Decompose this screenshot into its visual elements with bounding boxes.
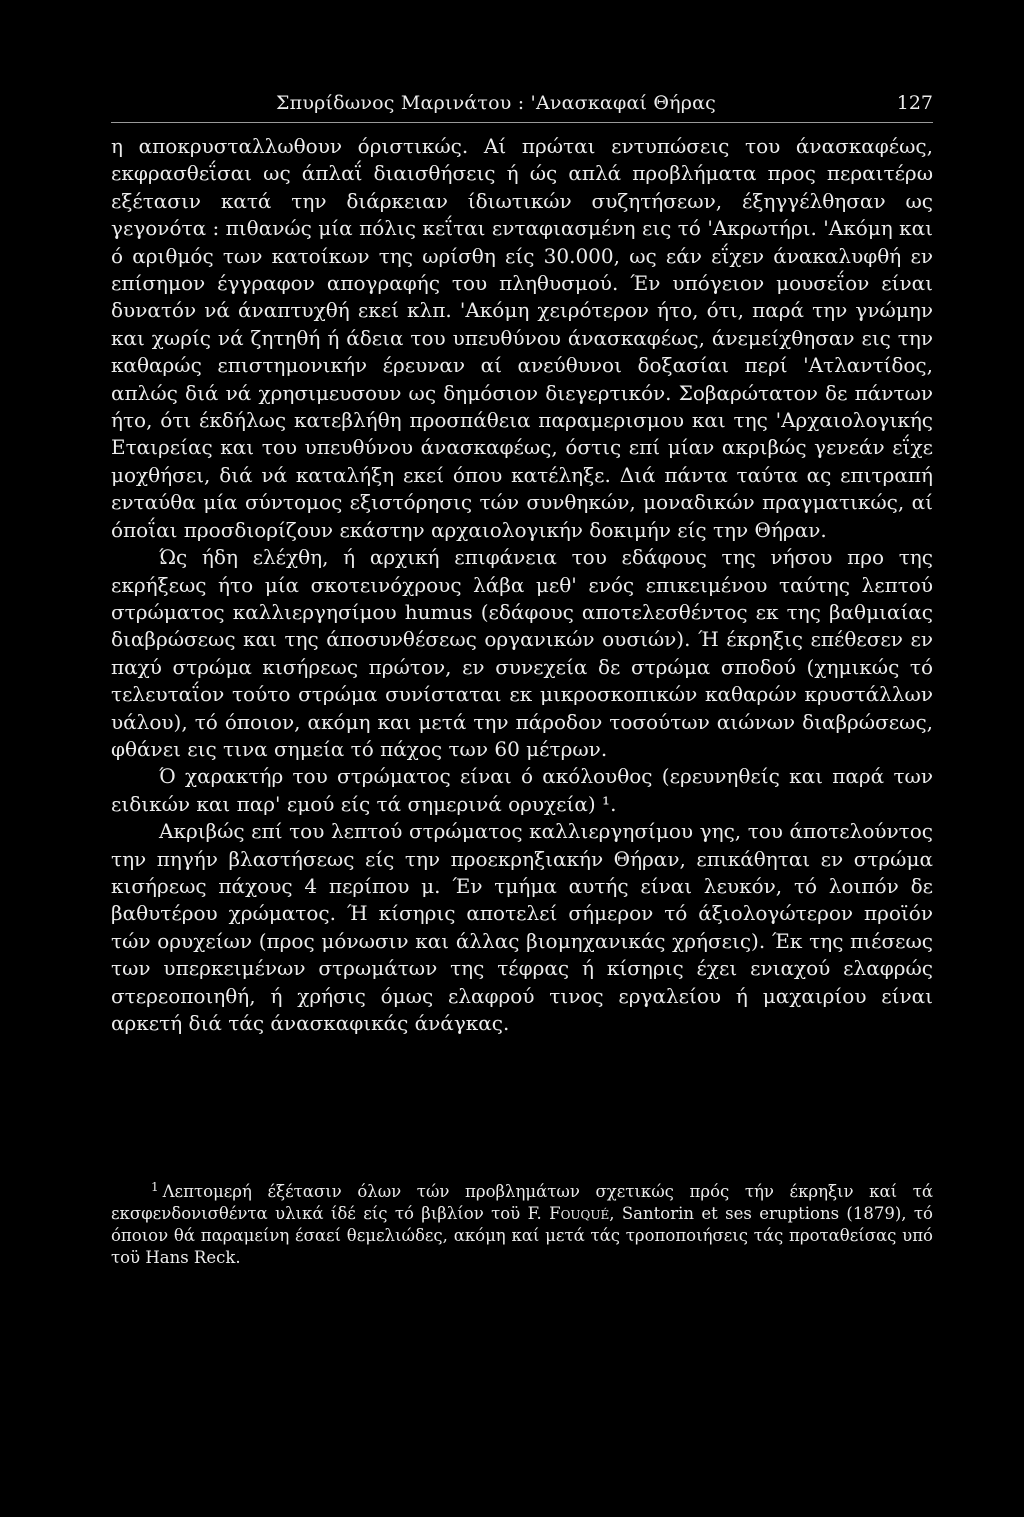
body-text [111,133,933,1037]
header-rule [111,122,933,123]
footnote-text-after: , Santorin et ses eruptions (1879), τό όποιον θά παραμείνη έσαεί θεμελιώδες, ακόμη καί μετά τάς τροποποιήσεις τάς προταθείσας υπό τοϋ Hans Reck. [111,1204,933,1267]
paragraph-4: Ακριβώς επί του λεπτού στρώματος καλλιεργησίμου γης, του άποτελούντος την πηγήν βλαστήσεως είς την προεκρηξιακήν Θήραν, επικάθηται εν στρώμα κισήρεως πάχους 4 περίπου μ. Έν τμήμα αυτής είναι λευκόν, τό λοιπόν δε βαθυτέρου χρώματος. Ή κίσηρις αποτελεί σήμερον τό άξιολογώτερον προϊόν τών ορυχείων (προς μόνωσιν και άλλας βιομηχανικάς χρήσεις). Έκ της πιέσεως των υπερκειμένων στρωμάτων της τέφρας ή κίσηρις έχει ενιαχού ελαφρώς στερεοποιηθή, ή χρήσις όμως ελαφρού τινος εργαλείου ή μαχαιρίου είναι αρκετή διά τάς άνασκαφικάς άνάγκας. [111,819,933,1035]
footnote-1 [111,1181,933,1269]
paragraph-1: η αποκρυσταλλωθουν όριστικώς. Αί πρώται εντυπώσεις του άνασκαφέως, εκφρασθεΐσαι ως άπλαΐ διαισθήσεις ή ώς απλά προβλήματα προς περαιτέρω εξέτασιν κατά την διάρκειαν ίδιωτικών συζητήσεων, έξηγγέλθησαν ως γεγονότα : πιθανώς μία πόλις κεΐται ενταφιασμένη εις τό 'Ακρωτήρι. 'Ακόμη και ό αριθμός των κατοίκων της ωρίσθη είς 30.000, ως εάν εΐχεν άνακαλυφθή εν επίσημον έγγραφον απογραφής του πληθυσμού. Έν υπόγειον μουσεΐον είναι δυνατόν νά άναπτυχθή εκεί κλπ. 'Ακόμη χειρότερον ήτο, ότι, παρά την γνώμην και χωρίς νά ζητηθή ή άδεια του υπευθύνου άνασκαφέως, άνεμείχθησαν εις την καθαρώς επιστημονικήν έρευναν αί ανεύθυνοι δοξασίαι περί 'Ατλαντίδος, απλώς διά νά χρησιμευσουν ως δημόσιον διεγερτικόν. Σοβαρώτατον δε πάντων ήτο, ότι έκδήλως κατεβλήθη προσπάθεια παραμερισμου και της 'Αρχαιολογικής Εταιρείας και του υπευθύνου άνασκαφέως, όστις επί μίαν ακριβώς γενεάν εΐχε μοχθήσει, διά νά καταλήξη εκεί όπου κατέληξε. Διά πάντα ταύτα ας επιτραπή ενταύθα μία σύντομος εξιστόρησις τών συνθηκών, μοναδικών πραγματικώς, αί όποΐαι προσδιορίζουν εκάστην αρχαιολογικήν δοκιμήν είς την Θήραν. [111,134,933,542]
running-title: Σπυρίδωνος Μαρινάτου : 'Ανασκαφαί Θήρας [276,92,716,114]
footnote-text-before: Λεπτομερή έξέτασιν όλων τών προβλημάτων σχετικώς πρός τήν έκρηξιν καί τά εκσφενδονισθέντα υλικά ίδέ είς τό βιβλίον τοϋ F. [111,1182,933,1223]
running-header [111,88,933,118]
paragraph-3: Ό χαρακτήρ του στρώματος είναι ό ακόλουθος (ερευνηθείς και παρά των ειδικών και παρ' εμού είς τά σημερινά ορυχεία) ¹. [111,764,933,816]
paragraph-2: Ώς ήδη ελέχθη, ή αρχική επιφάνεια του εδάφους της νήσου προ της εκρήξεως ήτο μία σκοτεινόχρους λάβα μεθ' ενός επικειμένου ταύτης λεπτού στρώματος καλλιεργησίμου humus (εδάφους αποτελεσθέντος εκ της βαθμιαίας διαβρώσεως και της άποσυνθέσεως οργανικών ουσιών). Ή έκρηξις επέθεσεν εν παχύ στρώμα κισήρεως πρώτον, εν συνεχεία δε στρώμα σποδού (χημικώς τό τελευταΐον τούτο στρώμα συνίσταται εκ μικροσκοπικών καθαρών κρυστάλλων υάλου), τό όποιον, ακόμη και μετά την πάροδον τοσούτων αιώνων διαβρώσεως, φθάνει εις τινα σημεία τό πάχος των 60 μέτρων. [111,545,933,761]
footnote-author: Fouqué [549,1204,610,1223]
page-number: 127 [896,92,933,114]
footnotes [111,1181,933,1269]
footnote-marker: 1 [151,1179,159,1194]
